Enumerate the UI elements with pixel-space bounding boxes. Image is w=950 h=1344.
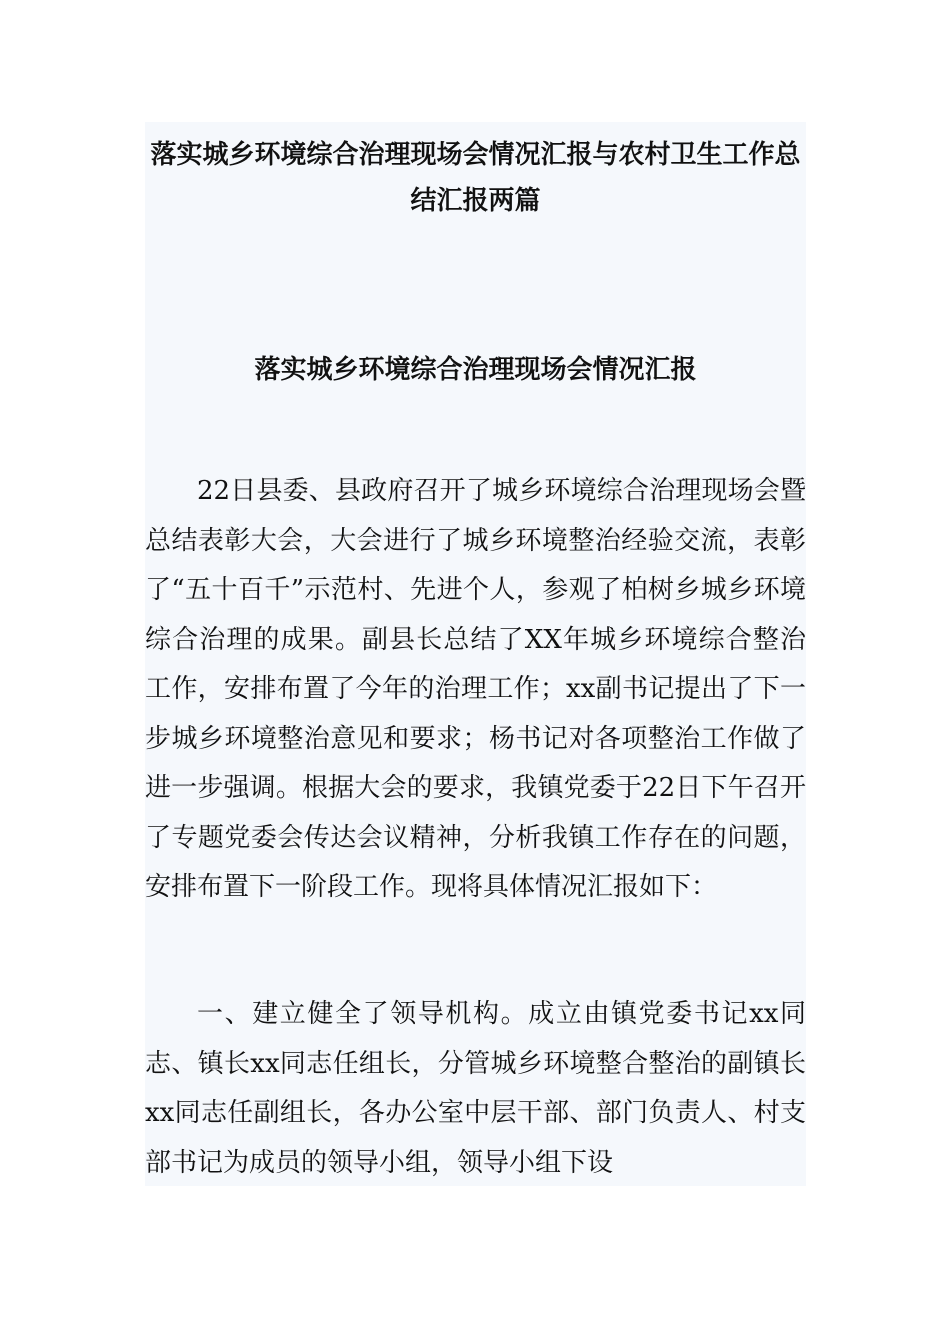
paragraph-intro: 22日县委、县政府召开了城乡环境综合治理现场会暨总结表彰大会，大会进行了城乡环境整治经验交流，表彰了“五十百千”示范村、先进个人，参观了柏树乡城乡环境综合治理的成果。副县长总结了XX年城乡环境综合整治工作，安排布置了今年的治理工作；xx副书记提出了下一步城乡环境整治意见和要求；杨书记对各项整治工作做了进一步强调。根据大会的要求，我镇党委于22日下午召开了专题党委会传达会议精神，分析我镇工作存在的问题，安排布置下一阶段工作。现将具体情况汇报如下：: [145, 476, 806, 902]
document-title: 落实城乡环境综合治理现场会情况汇报与农村卫生工作总结汇报两篇: [150, 140, 801, 216]
section-title: 落实城乡环境综合治理现场会情况汇报: [254, 355, 697, 385]
paragraph-leadership: 一、建立健全了领导机构。成立由镇党委书记xx同志、镇长xx同志任组长，分管城乡环境整合整治的副镇长xx同志任副组长，各办公室中层干部、部门负责人、村支部书记为成员的领导小组，领导小组下设: [145, 999, 806, 1178]
